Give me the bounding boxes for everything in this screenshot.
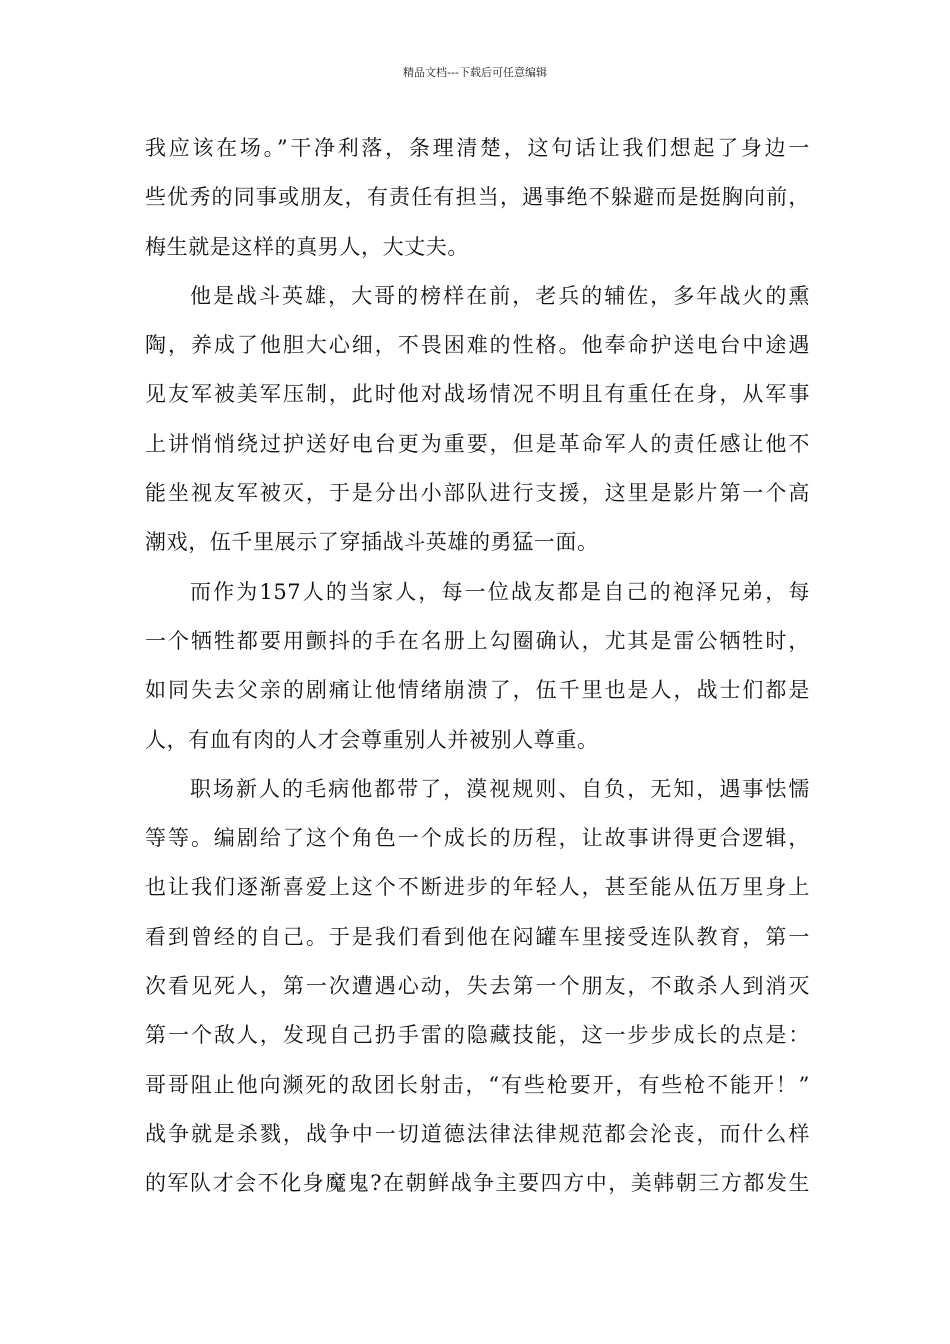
text-line: 一个牺牲都要用颤抖的手在名册上勾圈确认，尤其是雷公牺牲时， [145,628,810,653]
text-line: 人，有血有肉的人才会尊重别人并被别人尊重。 [145,727,599,752]
text-line: 第一个敌人，发现自己扔手雷的隐藏技能，这一步步成长的点是： [145,1023,810,1048]
text-line: 能坐视友军被灭，于是分出小部队进行支援，这里是影片第一个高 [145,481,810,506]
text-line: 他是战斗英雄，大哥的榜样在前，老兵的辅佐，多年战火的熏 [190,283,810,308]
text-line: 次看见死人，第一次遭遇心动，失去第一个朋友，不敢杀人到消灭 [145,974,810,999]
page-header: 精品文档---下载后可任意编辑 [403,66,547,79]
text-line: 潮戏，伍千里展示了穿插战斗英雄的勇猛一面。 [145,530,599,555]
text-line: 看到曾经的自己。于是我们看到他在闷罐车里接受连队教育，第一 [145,924,810,949]
text-line: 哥哥阻止他向濒死的敌团长射击，“有些枪要开，有些枪不能开！” [145,1072,810,1097]
text-line: 而作为157人的当家人，每一位战友都是自己的袍泽兄弟，每 [190,579,810,604]
text-line: 战争就是杀戮，战争中一切道德法律法律规范都会沦丧，而什么样 [145,1121,810,1146]
text-line: 上讲悄悄绕过护送好电台更为重要，但是革命军人的责任感让他不 [145,431,810,456]
text-line: 也让我们逐渐喜爱上这个不断进步的年轻人，甚至能从伍万里身上 [145,875,810,900]
text-line: 如同失去父亲的剧痛让他情绪崩溃了，伍千里也是人，战士们都是 [145,678,810,703]
text-line: 陶，养成了他胆大心细，不畏困难的性格。他奉命护送电台中途遇 [145,333,810,358]
text-line: 些优秀的同事或朋友，有责任有担当，遇事绝不躲避而是挺胸向前， [145,185,810,210]
text-line: 我应该在场。”干净利落，条理清楚，这句话让我们想起了身边一 [145,136,810,160]
document-body [145,128,810,1213]
text-line: 梅生就是这样的真男人，大丈夫。 [145,234,469,259]
text-line: 职场新人的毛病他都带了，漠视规则、自负，无知，遇事怯懦 [190,776,810,801]
text-line: 等等。编剧给了这个角色一个成长的历程，让故事讲得更合逻辑， [145,826,810,851]
text-line: 的军队才会不化身魔鬼?在朝鲜战争主要四方中，美韩朝三方都发生 [145,1171,810,1196]
text-line: 见友军被美军压制，此时他对战场情况不明且有重任在身，从军事 [145,382,810,407]
